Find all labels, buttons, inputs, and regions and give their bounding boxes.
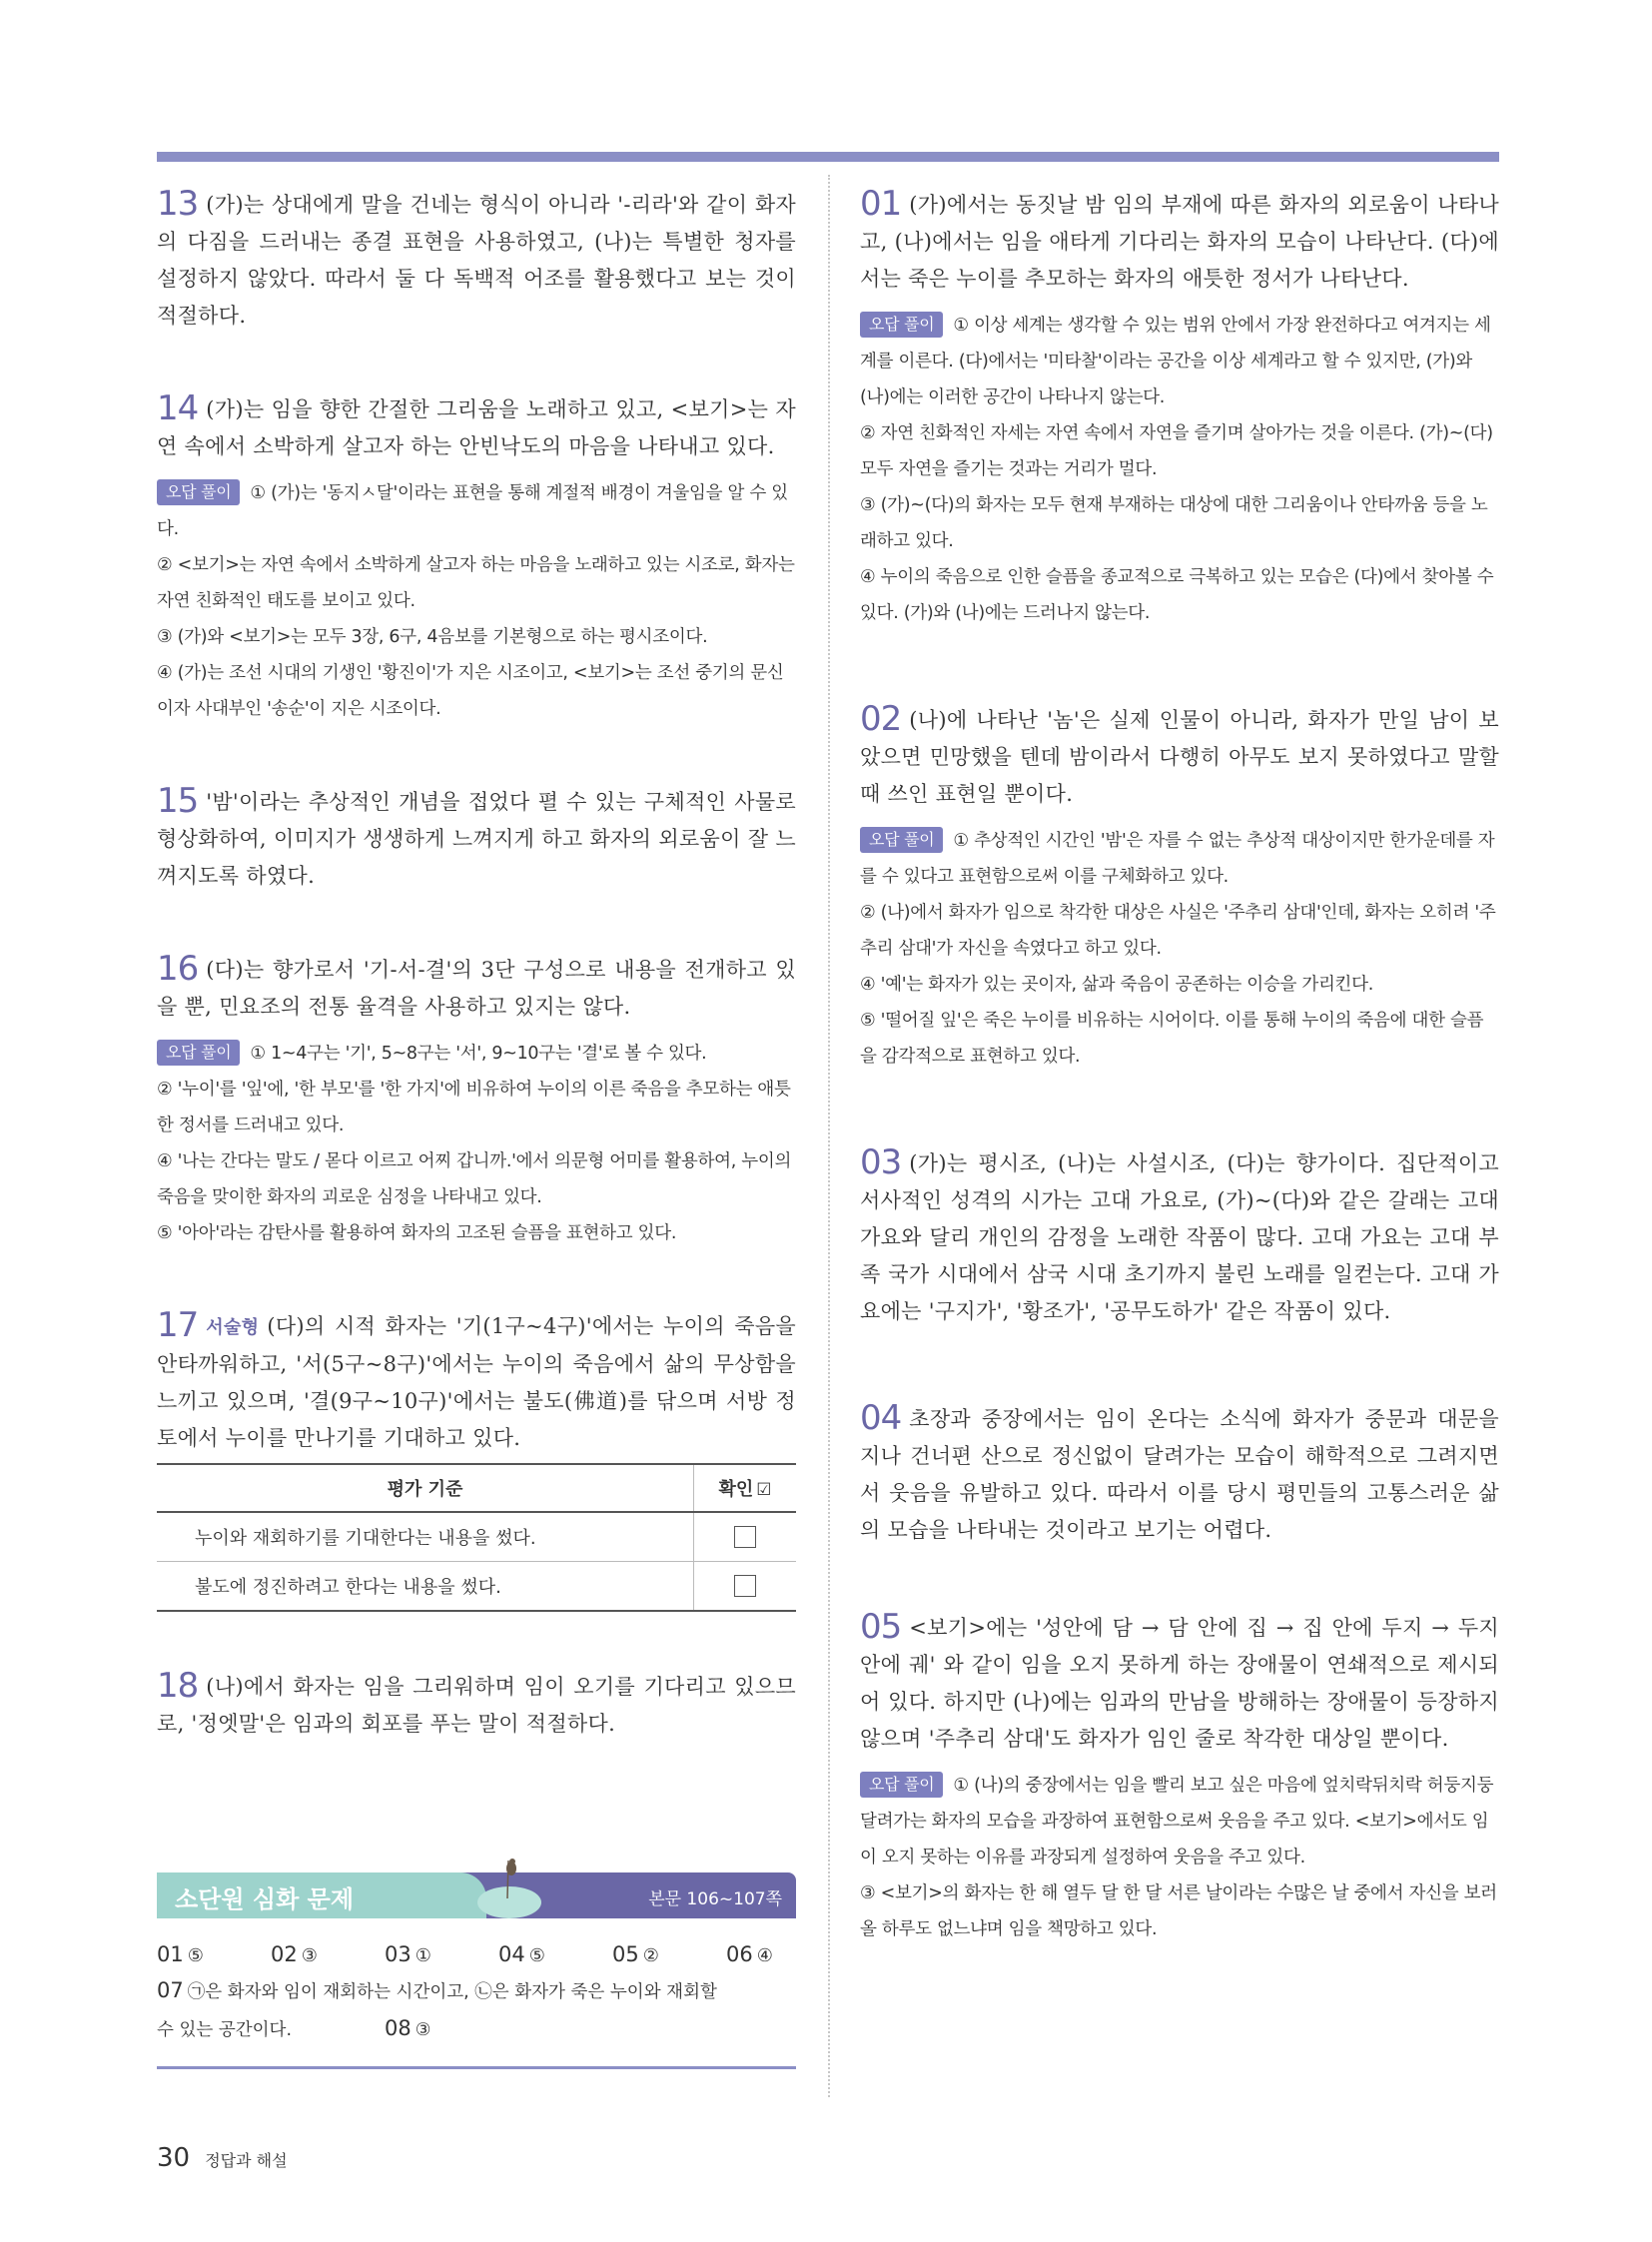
odap-item: ② '누이'를 '잎'에, '한 부모'를 '한 가지'에 비유하여 누이의 이른 죽음을 추모하는 애틋한 정서를 드러내고 있다. (157, 1080, 791, 1135)
question-number: 04 (860, 1398, 902, 1438)
odap-item: ④ '나는 간다는 말도 / 몯다 이르고 어찌 갑니까.'에서 의문형 어미를 활용하여, 누이의 죽음을 맞이한 화자의 괴로운 심정을 나타내고 있다. (157, 1151, 792, 1207)
answer-03 (860, 1144, 1499, 1330)
answer-17 (157, 1307, 796, 1612)
check-header: 확인 ☑ (694, 1464, 797, 1512)
short-answer-07-cont: 수 있는 공간이다. (157, 2020, 293, 2040)
answer-02 (860, 701, 1499, 1075)
short-answer-07: 07 ㉠은 화자와 임이 재회하는 시간이고, ㉡은 화자가 죽은 누이와 재회할 (157, 1978, 717, 2002)
answer-text: (다)의 시적 화자는 '기(1구~4구)'에서는 누이의 죽음을 안타까워하고, '서(5구~8구)'에서는 누이의 죽음에서 삶의 무상함을 느끼고 있으며, '결(9구~10구)'에서는 불도(佛道)를 닦으며 서방 정토에서 누이를 만나기를 기대하고 있다. (157, 1314, 796, 1450)
page-number: 30 (157, 2143, 191, 2173)
odap-item: ② <보기>는 자연 속에서 소박하게 살고자 하는 마음을 노래하고 있는 시조로, 화자는 자연 친화적인 태도를 보이고 있다. (157, 555, 795, 611)
odap-item: ④ (가)는 조선 시대의 기생인 '황진이'가 지은 시조이고, <보기>는 조선 중기의 문신이자 사대부인 '송순'이 지은 시조이다. (157, 663, 784, 719)
odap-item: ⑤ '떨어질 잎'은 죽은 누이를 비유하는 시어이다. 이를 통해 누이의 죽음에 대한 슬픔을 감각적으로 표현하고 있다. (860, 1011, 1484, 1067)
bird-icon (474, 1853, 544, 1918)
question-number: 16 (157, 949, 199, 989)
answer-01 (860, 186, 1499, 631)
odap-item: ① 추상적인 시간인 '밤'은 자를 수 없는 추상적 대상이지만 한가운데를 자를 수 있다고 표현함으로써 이를 구체화하고 있다. (860, 831, 1495, 887)
odap-item: ③ <보기>의 화자는 한 해 열두 달 한 달 서른 날이라는 수많은 날 중에서 자신을 보러 올 하루도 없느냐며 임을 책망하고 있다. (860, 1883, 1497, 1939)
criteria-header: 평가 기준 (157, 1464, 694, 1512)
essay-type-tag: 서술형 (206, 1317, 260, 1338)
wrong-answer-explanation (860, 1768, 1499, 1947)
wrong-answer-explanation (157, 1036, 796, 1251)
odap-badge: 오답 풀이 (157, 1040, 240, 1066)
answer-text: 초장과 중장에서는 임이 온다는 소식에 화자가 중문과 대문을 지나 건너편 산으로 정신없이 달려가는 모습이 해학적으로 그려지면서 웃음을 유발하고 있다. 따라서 이를 당시 평민들의 고통스러운 삶의 모습을 나타내는 것이라고 보기는 어렵다. (860, 1407, 1499, 1542)
odap-item: ④ 누이의 죽음으로 인한 슬픔을 종교적으로 극복하고 있는 모습은 (다)에서 찾아볼 수 있다. (가)와 (나)에는 드러나지 않는다. (860, 567, 1494, 623)
odap-badge: 오답 풀이 (860, 1772, 943, 1798)
question-number: 18 (157, 1666, 199, 1706)
wrong-answer-explanation (157, 475, 796, 727)
evaluation-table (157, 1463, 796, 1612)
answer-text: <보기>에는 '성안에 담 → 담 안에 집 → 집 안에 두지 → 두지 안에 궤' 와 같이 임을 오지 못하게 하는 장애물이 연쇄적으로 제시되어 있다. 하지만 (나)에는 임과의 만남을 방해하는 장애물이 등장하지 않으며 '주추리 삼대'도 화자가 임인 줄로 착각한 대상일 뿐이다. (860, 1616, 1499, 1751)
odap-item: ③ (가)와 <보기>는 모두 3장, 6구, 4음보를 기본형으로 하는 평시조이다. (157, 627, 708, 647)
answer-14 (157, 390, 796, 727)
page-footer (157, 2143, 288, 2173)
answer-18 (157, 1668, 796, 1743)
odap-badge: 오답 풀이 (157, 479, 240, 505)
odap-item: ① (나)의 중장에서는 임을 빨리 보고 싶은 마음에 엎치락뒤치락 허둥지둥 달려가는 화자의 모습을 과장하여 표현함으로써 웃음을 주고 있다. <보기>에서도 임이 오지 못하는 이유를 과장되게 설정하여 웃음을 주고 있다. (860, 1776, 1494, 1868)
short-answer-08: 08 ③ (385, 2016, 431, 2040)
top-rule (157, 152, 1499, 162)
odap-item: ② (나)에서 화자가 임으로 착각한 대상은 사실은 '주추리 삼대'인데, 화자는 오히려 '주추리 삼대'가 자신을 속였다고 하고 있다. (860, 903, 1496, 959)
short-answer: 03 ① (385, 1942, 431, 1966)
answer-15 (157, 783, 796, 895)
table-row (157, 1562, 796, 1612)
deepening-problems-banner (157, 1872, 796, 1918)
answer-text: (가)는 임을 향한 간절한 그리움을 노래하고 있고, <보기>는 자연 속에서 소박하게 살고자 하는 안빈낙도의 마음을 나타내고 있다. (157, 397, 796, 458)
short-answer: 06 ④ (726, 1942, 773, 1966)
wrong-answer-explanation (860, 308, 1499, 631)
answer-05 (860, 1609, 1499, 1947)
column-divider (828, 175, 830, 2097)
question-number: 03 (860, 1142, 902, 1182)
left-column (157, 186, 796, 2069)
page-label: 정답과 해설 (205, 2151, 288, 2170)
question-number: 02 (860, 699, 902, 739)
short-answer: 02 ③ (271, 1942, 318, 1966)
answer-text: (나)에서 화자는 임을 그리워하며 임이 오기를 기다리고 있으므로, '정엣말'은 임과의 회포를 푸는 말이 적절하다. (157, 1675, 796, 1736)
odap-item: ① (가)는 '동지ㅅ달'이라는 표현을 통해 계절적 배경이 겨울임을 알 수 있다. (157, 483, 788, 539)
answer-16 (157, 951, 796, 1251)
section-bottom-rule (157, 2066, 796, 2069)
odap-item: ① 1~4구는 '기', 5~8구는 '서', 9~10구는 '결'로 볼 수 있다. (250, 1044, 707, 1064)
checkbox[interactable] (734, 1526, 756, 1548)
short-answer: 01 ⑤ (157, 1942, 204, 1966)
odap-badge: 오답 풀이 (860, 312, 943, 338)
odap-item: ④ '예'는 화자가 있는 곳이자, 삶과 죽음이 공존하는 이승을 가리킨다. (860, 975, 1374, 995)
wrong-answer-explanation (860, 823, 1499, 1075)
right-column (860, 186, 1499, 2003)
criteria-cell: 불도에 정진하려고 한다는 내용을 썼다. (157, 1562, 694, 1612)
question-number: 05 (860, 1607, 902, 1647)
short-answer-list (157, 1936, 796, 2069)
answer-text: (가)에서는 동짓날 밤 임의 부재에 따른 화자의 외로움이 나타나고, (나)에서는 임을 애타게 기다리는 화자의 모습이 나타난다. (다)에서는 죽은 누이를 추모하는 화자의 애틋한 정서가 나타난다. (860, 193, 1499, 291)
answer-text: (나)에 나타난 '놈'은 실제 인물이 아니라, 화자가 만일 남이 보았으면 민망했을 텐데 밤이라서 다행히 아무도 보지 못하였다고 말할 때 쓰인 표현일 뿐이다. (860, 708, 1499, 806)
checkbox-checked-icon: ☑ (756, 1480, 772, 1500)
banner-page-ref: 본문 106~107쪽 (648, 1889, 782, 1909)
short-answer: 04 ⑤ (498, 1942, 545, 1966)
answer-text: (가)는 평시조, (나)는 사설시조, (다)는 향가이다. 집단적이고 서사적인 성격의 시가는 고대 가요로, (가)~(다)와 같은 갈래는 고대 가요와 달리 개인의 감정을 노래한 작품이 많다. 고대 가요는 고대 부족 국가 시대에서 삼국 시대 초기까지 불린 노래를 일컫는다. 고대 가요에는 '구지가', '황조가', '공무도하가' 같은 작품이 있다. (860, 1151, 1499, 1323)
odap-item: ⑤ '아아'라는 감탄사를 활용하여 화자의 고조된 슬픔을 표현하고 있다. (157, 1223, 677, 1243)
odap-item: ② 자연 친화적인 자세는 자연 속에서 자연을 즐기며 살아가는 것을 이른다. (가)~(다) 모두 자연을 즐기는 것과는 거리가 멀다. (860, 423, 1493, 479)
question-number: 15 (157, 781, 199, 821)
checkbox[interactable] (734, 1575, 756, 1597)
short-answer: 05 ② (612, 1942, 659, 1966)
answer-13 (157, 186, 796, 335)
question-number: 17 (157, 1305, 199, 1345)
question-number: 13 (157, 184, 199, 224)
answer-04 (860, 1400, 1499, 1549)
odap-item: ① 이상 세계는 생각할 수 있는 범위 안에서 가장 완전하다고 여겨지는 세계를 이른다. (다)에서는 '미타찰'이라는 공간을 이상 세계라고 할 수 있지만, (가)와 (나)에는 이러한 공간이 나타나지 않는다. (860, 316, 1491, 407)
answer-text: (다)는 향가로서 '기-서-결'의 3단 구성으로 내용을 전개하고 있을 뿐, 민요조의 전통 율격을 사용하고 있지는 않다. (157, 958, 796, 1019)
answer-text: (가)는 상대에게 말을 건네는 형식이 아니라 '-리라'와 같이 화자의 다짐을 드러내는 종결 표현을 사용하였고, (나)는 특별한 청자를 설정하지 않았다. 따라서 둘 다 독백적 어조를 활용했다고 보는 것이 적절하다. (157, 193, 796, 328)
odap-badge: 오답 풀이 (860, 827, 943, 853)
odap-item: ③ (가)~(다)의 화자는 모두 현재 부재하는 대상에 대한 그리움이나 안타까움 등을 노래하고 있다. (860, 495, 1488, 551)
question-number: 01 (860, 184, 902, 224)
criteria-cell: 누이와 재회하기를 기대한다는 내용을 썼다. (157, 1512, 694, 1562)
question-number: 14 (157, 388, 199, 428)
table-row (157, 1512, 796, 1562)
banner-title: 소단원 심화 문제 (175, 1885, 354, 1913)
answer-text: '밤'이라는 추상적인 개념을 접었다 펼 수 있는 구체적인 사물로 형상화하여, 이미지가 생생하게 느껴지게 하고 화자의 외로움이 잘 느껴지도록 하였다. (157, 790, 796, 888)
